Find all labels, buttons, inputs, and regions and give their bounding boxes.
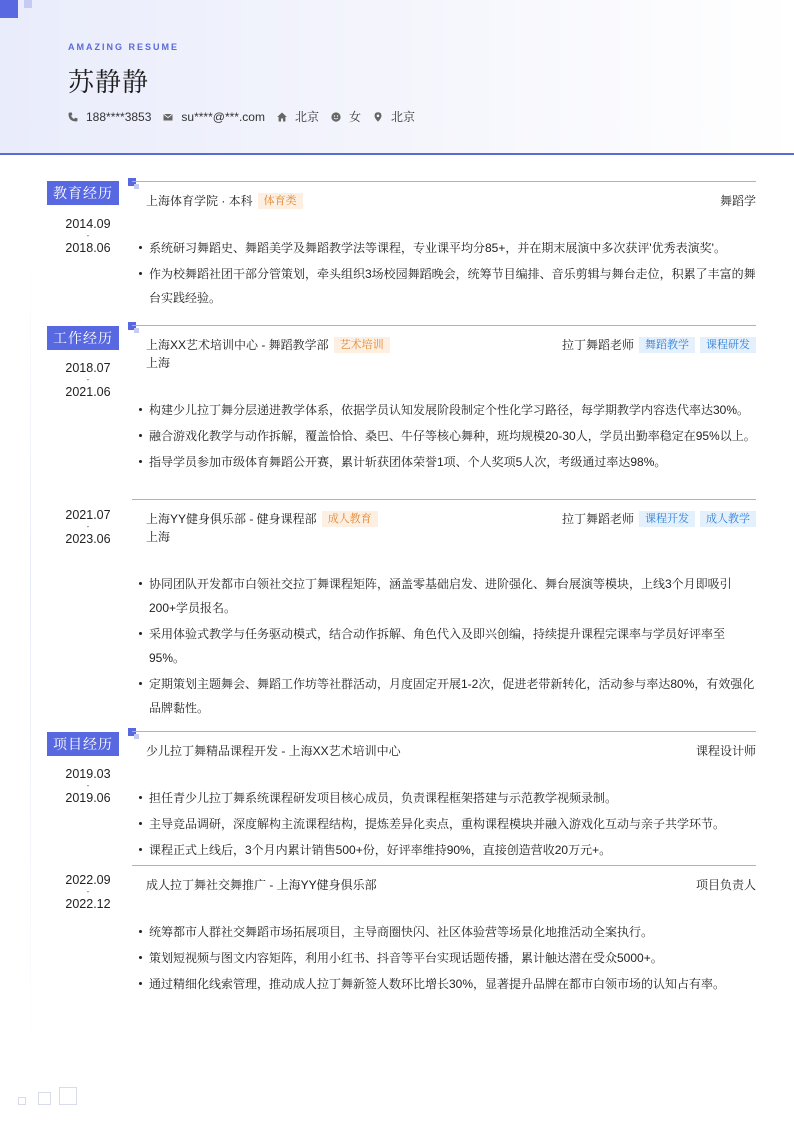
project-name: 少儿拉丁舞精品课程开发 - 上海XX艺术培训中心 (146, 744, 401, 758)
entry-org (146, 876, 377, 893)
date-separator: - (86, 781, 90, 790)
list-item: 协同团队开发都市白领社交拉丁舞课程矩阵，涵盖零基础启发、进阶强化、舞台展演等模块，上线3个月即吸引200+学员报名。 (139, 572, 757, 620)
entry-org (146, 510, 378, 527)
header-divider (0, 153, 794, 155)
list-item: 担任青少儿拉丁舞系统课程研发项目核心成员，负责课程框架搭建与示范教学视频录制。 (139, 786, 757, 810)
section-rule (132, 731, 756, 732)
date-end: 2021.06 (65, 385, 111, 399)
school-name: 上海体育学院 · 本科 (146, 194, 253, 208)
contact-gender (331, 108, 361, 125)
skill-tag: 成人教学 (700, 511, 756, 527)
entry-right (562, 510, 756, 527)
date-start: 2019.03 (65, 767, 111, 781)
location-pin-icon (373, 112, 383, 122)
contact-location (373, 108, 415, 125)
side-decoration-line (30, 250, 31, 1070)
contact-gender-text: 女 (348, 110, 361, 124)
contact-home (277, 108, 319, 125)
date-range (47, 872, 129, 912)
candidate-name: 苏静静 (68, 67, 150, 97)
date-separator: - (86, 522, 90, 531)
contact-phone (68, 110, 151, 124)
entry-right (720, 192, 756, 209)
major: 舞蹈学 (719, 194, 756, 208)
date-end: 2019.06 (65, 791, 111, 805)
work-city: 上海 (146, 530, 171, 544)
corner-decoration-small (24, 0, 32, 8)
corner-decoration (0, 0, 18, 18)
gender-icon (331, 112, 341, 122)
project-name: 成人拉丁舞社交舞推广 - 上海YY健身俱乐部 (146, 878, 377, 892)
list-item: 融合游戏化教学与动作拆解，覆盖恰恰、桑巴、牛仔等核心舞种，班均规模20-30人，学员出勤率稳定在95%以上。 (139, 424, 757, 448)
bullet-list (139, 572, 757, 722)
skill-tag: 舞蹈教学 (639, 337, 695, 353)
skill-tag: 课程研发 (700, 337, 756, 353)
project-role: 课程设计师 (695, 744, 756, 758)
entry-right (696, 876, 756, 893)
project-role: 项目负责人 (695, 878, 756, 892)
list-item: 策划短视频与图文内容矩阵，利用小红书、抖音等平台实现话题传播，累计触达潜在受众5000+。 (139, 946, 757, 970)
section-title-education: 教育经历 (47, 181, 119, 205)
contact-email-text: su****@***.com (181, 109, 265, 124)
resume-tagline: AMAZING RESUME (68, 42, 179, 52)
entry-org (146, 742, 401, 759)
mail-icon (163, 112, 173, 122)
job-title: 拉丁舞蹈老师 (561, 338, 634, 352)
list-item: 定期策划主题舞会、舞蹈工作坊等社群活动，月度固定开展1-2次，促进老带新转化，活动参与率达80%，有效强化品牌黏性。 (139, 672, 757, 720)
category-tag: 艺术培训 (334, 337, 390, 353)
bullet-list (139, 398, 757, 476)
date-range (47, 360, 129, 400)
date-range (47, 216, 129, 256)
list-item: 构建少儿拉丁舞分层递进教学体系，依据学员认知发展阶段制定个性化学习路径，每学期教学内容迭代率达30%。 (139, 398, 757, 422)
contact-phone-text: 188****3853 (86, 109, 152, 124)
entry-right (696, 742, 756, 759)
contact-home-text: 北京 (294, 110, 319, 124)
date-separator: - (86, 887, 90, 896)
contact-bar (68, 108, 427, 125)
date-separator: - (86, 375, 90, 384)
entry-rule (132, 865, 756, 866)
date-start: 2022.09 (65, 873, 111, 887)
contact-email (163, 110, 265, 124)
entry-org (146, 336, 390, 353)
work-city: 上海 (146, 356, 171, 370)
list-item: 作为校舞蹈社团干部分管策划，牵头组织3场校园舞蹈晚会，统筹节目编排、音乐剪辑与舞台走位，积累了丰富的舞台实践经验。 (139, 262, 757, 310)
date-range (47, 507, 129, 547)
contact-location-text: 北京 (391, 110, 416, 124)
entry-org (146, 192, 303, 209)
date-start: 2014.09 (65, 217, 111, 231)
list-item: 课程正式上线后，3个月内累计销售500+份，好评率维持90%，直接创造营收20万元+。 (139, 838, 757, 862)
section-title-work: 工作经历 (47, 326, 119, 350)
category-tag: 体育类 (258, 193, 303, 209)
footer-decoration (59, 1087, 77, 1105)
date-end: 2023.06 (65, 532, 111, 546)
company-name: 上海XX艺术培训中心 - 舞蹈教学部 (146, 338, 329, 352)
entry-right (562, 336, 756, 353)
entry-rule (132, 499, 756, 500)
bullet-list (139, 786, 757, 864)
list-item: 指导学员参加市级体育舞蹈公开赛，累计斩获团体荣誉1项、个人奖项5人次，考级通过率达98%。 (139, 450, 757, 474)
list-item: 统筹都市人群社交舞蹈市场拓展项目，主导商圈快闪、社区体验营等场景化地推活动全案执行。 (139, 920, 757, 944)
date-end: 2018.06 (65, 241, 111, 255)
section-marker-small (134, 328, 139, 333)
section-rule (132, 325, 756, 326)
category-tag: 成人教育 (322, 511, 378, 527)
section-marker-small (134, 734, 139, 739)
bullet-list (139, 236, 757, 312)
skill-tag: 课程开发 (639, 511, 695, 527)
date-start: 2021.07 (65, 508, 111, 522)
date-separator: - (86, 231, 90, 240)
section-rule (132, 181, 756, 182)
bullet-list (139, 920, 757, 998)
date-range (47, 766, 129, 806)
list-item: 系统研习舞蹈史、舞蹈美学及舞蹈教学法等课程，专业课平均分85+，并在期末展演中多次获评'优秀表演奖'。 (139, 236, 757, 260)
job-title: 拉丁舞蹈老师 (561, 512, 634, 526)
list-item: 主导竞品调研，深度解构主流课程结构，提炼差异化卖点，重构课程模块并融入游戏化互动与亲子共学环节。 (139, 812, 757, 836)
section-marker-small (134, 184, 139, 189)
section-title-projects: 项目经历 (47, 732, 119, 756)
date-start: 2018.07 (65, 361, 111, 375)
home-icon (277, 112, 287, 122)
footer-decoration (18, 1097, 26, 1105)
list-item: 采用体验式教学与任务驱动模式，结合动作拆解、角色代入及即兴创编，持续提升课程完课率与学员好评率至95%。 (139, 622, 757, 670)
list-item: 通过精细化线索管理，推动成人拉丁舞新签人数环比增长30%，显著提升品牌在都市白领市场的认知占有率。 (139, 972, 757, 996)
date-end: 2022.12 (65, 897, 111, 911)
company-name: 上海YY健身俱乐部 - 健身课程部 (146, 512, 317, 526)
footer-decoration (38, 1092, 51, 1105)
phone-icon (68, 112, 78, 122)
